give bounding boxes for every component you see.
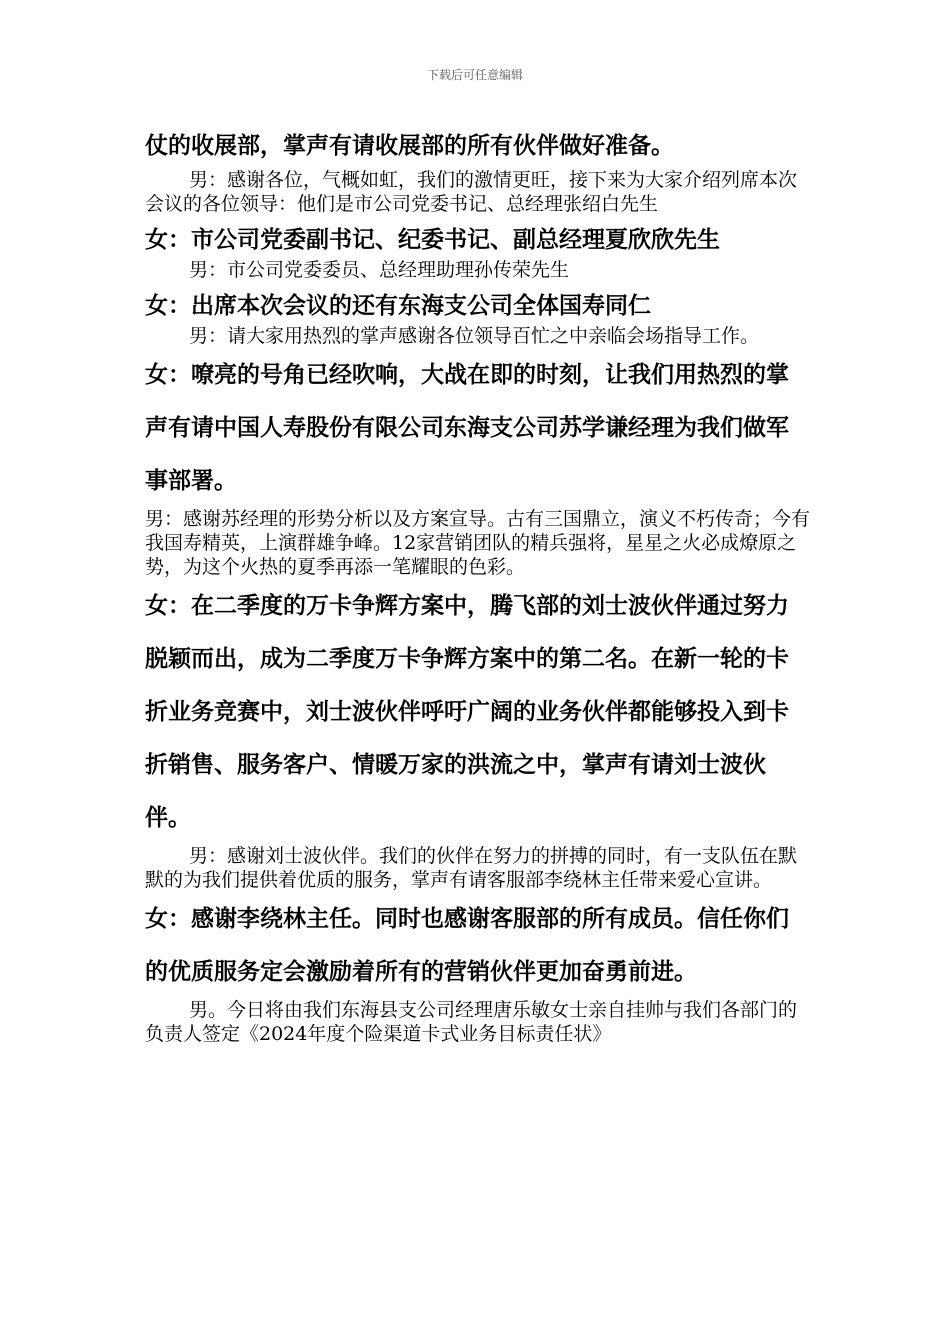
- paragraph-female-liushibo: 女：在二季度的万卡争辉方案中，腾飞部的刘士波伙伴通过努力脱颖而出，成为二季度万卡争辉方案中的第二名。在新一轮的卡折业务竞赛中，刘士波伙伴呼吁广阔的业务伙伴都能够投入到卡折销售、服务客户、情暖万家的洪流之中，掌声有请刘士波伙伴。: [145, 592, 789, 831]
- paragraph-male-thanks-leaders: 男：请大家用热烈的掌声感谢各位领导百忙之中亲临会场指导工作。: [189, 325, 760, 347]
- paragraph-male-thanks-manager: 男：感谢苏经理的形势分析以及方案宣导。古有三国鼎立，演义不朽传奇；今有我国寿精英，上演群雄争峰。12家营销团队的精兵强将，星星之火必成燎原之势，为这个火热的夏季再添一笔耀眼的色彩。: [145, 508, 811, 578]
- paragraph-male-signing: 男。今日将由我们东海县支公司经理唐乐敏女士亲自挂帅与我们各部门的负责人签定《2024年度个险渠道卡式业务目标责任状》: [145, 999, 798, 1045]
- paragraph-male-leaders-intro: 男：感谢各位，气概如虹，我们的激情更旺，接下来为大家介绍列席本次会议的各位领导：他们是市公司党委书记、总经理张绍白先生: [145, 169, 798, 215]
- document-body: [145, 128, 810, 1046]
- paragraph-male-committee-member: 男：市公司党委委员、总经理助理孙传荣先生: [189, 259, 570, 281]
- paragraph-shoozhan-intro: 仗的收展部，掌声有请收展部的所有伙伴做好准备。: [145, 132, 674, 159]
- header-note: 下载后可任意编辑: [426, 68, 523, 82]
- paragraph-female-manager-deployment: 女：嘹亮的号角已经吹响，大战在即的时刻，让我们用热烈的掌声有请中国人寿股份有限公司东海支公司苏学谦经理为我们做军事部署。: [145, 361, 789, 494]
- paragraph-female-thanks-director: 女：感谢李绕林主任。同时也感谢客服部的所有成员。信任你们的优质服务定会激励着所有的营销伙伴更加奋勇前进。: [145, 905, 789, 985]
- paragraph-female-attendees: 女：出席本次会议的还有东海支公司全体国寿同仁: [145, 292, 651, 319]
- paragraph-male-customer-service: 男：感谢刘士波伙伴。我们的伙伴在努力的拼搏的同时，有一支队伍在默默的为我们提供着优质的服务，掌声有请客服部李绕林主任带来爱心宣讲。: [145, 845, 798, 891]
- paragraph-female-deputy-secretary: 女：市公司党委副书记、纪委书记、副总经理夏欣欣先生: [145, 226, 720, 253]
